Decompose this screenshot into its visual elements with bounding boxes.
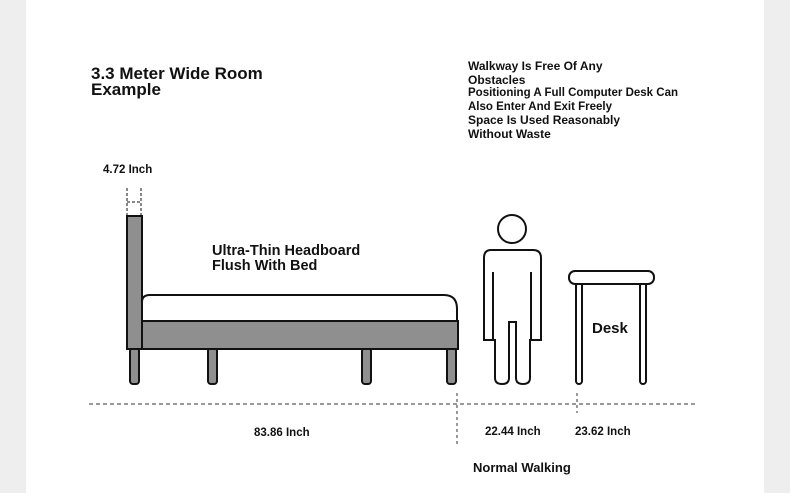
- bed-leg: [447, 348, 456, 384]
- bed-length-label: 83.86 Inch: [254, 427, 310, 439]
- note-line: Obstacles: [468, 72, 526, 87]
- title-line: 3.3 Meter Wide Room: [91, 64, 263, 83]
- note-line: Without Waste: [468, 126, 551, 141]
- headboard-note-line: Ultra-Thin Headboard: [212, 243, 361, 259]
- desk-leg: [576, 282, 582, 384]
- person-figure: [484, 215, 541, 384]
- desk-label: Desk: [592, 320, 628, 337]
- note-line: Space Is Used Reasonably: [468, 113, 621, 127]
- bed-leg: [130, 348, 139, 384]
- diagram-title: [91, 66, 263, 98]
- headboard-thickness-label: 4.72 Inch: [103, 164, 153, 176]
- headboard-note: [212, 244, 360, 273]
- note-line: Walkway Is Free Of Any: [468, 59, 603, 73]
- headboard-thickness-marker: [127, 188, 141, 216]
- desk-leg: [640, 282, 646, 384]
- title-line: Example: [91, 80, 161, 99]
- headboard-note-line: Flush With Bed: [212, 257, 318, 274]
- bed-frame: [142, 321, 458, 349]
- feature-notes: [468, 60, 678, 141]
- bed-illustration: [127, 216, 458, 384]
- desk-top: [569, 271, 654, 284]
- note-line: Also Enter And Exit Freely: [468, 100, 612, 113]
- note-line: Positioning A Full Computer Desk Can: [468, 87, 678, 99]
- desk-depth-label: 23.62 Inch: [575, 426, 631, 438]
- bed-leg: [208, 348, 217, 384]
- walking-label: Normal Walking: [473, 460, 571, 475]
- headboard: [127, 216, 142, 349]
- person-head: [498, 215, 526, 243]
- bed-leg: [362, 348, 371, 384]
- mattress: [142, 295, 457, 321]
- walkway-width-label: 22.44 Inch: [485, 426, 541, 438]
